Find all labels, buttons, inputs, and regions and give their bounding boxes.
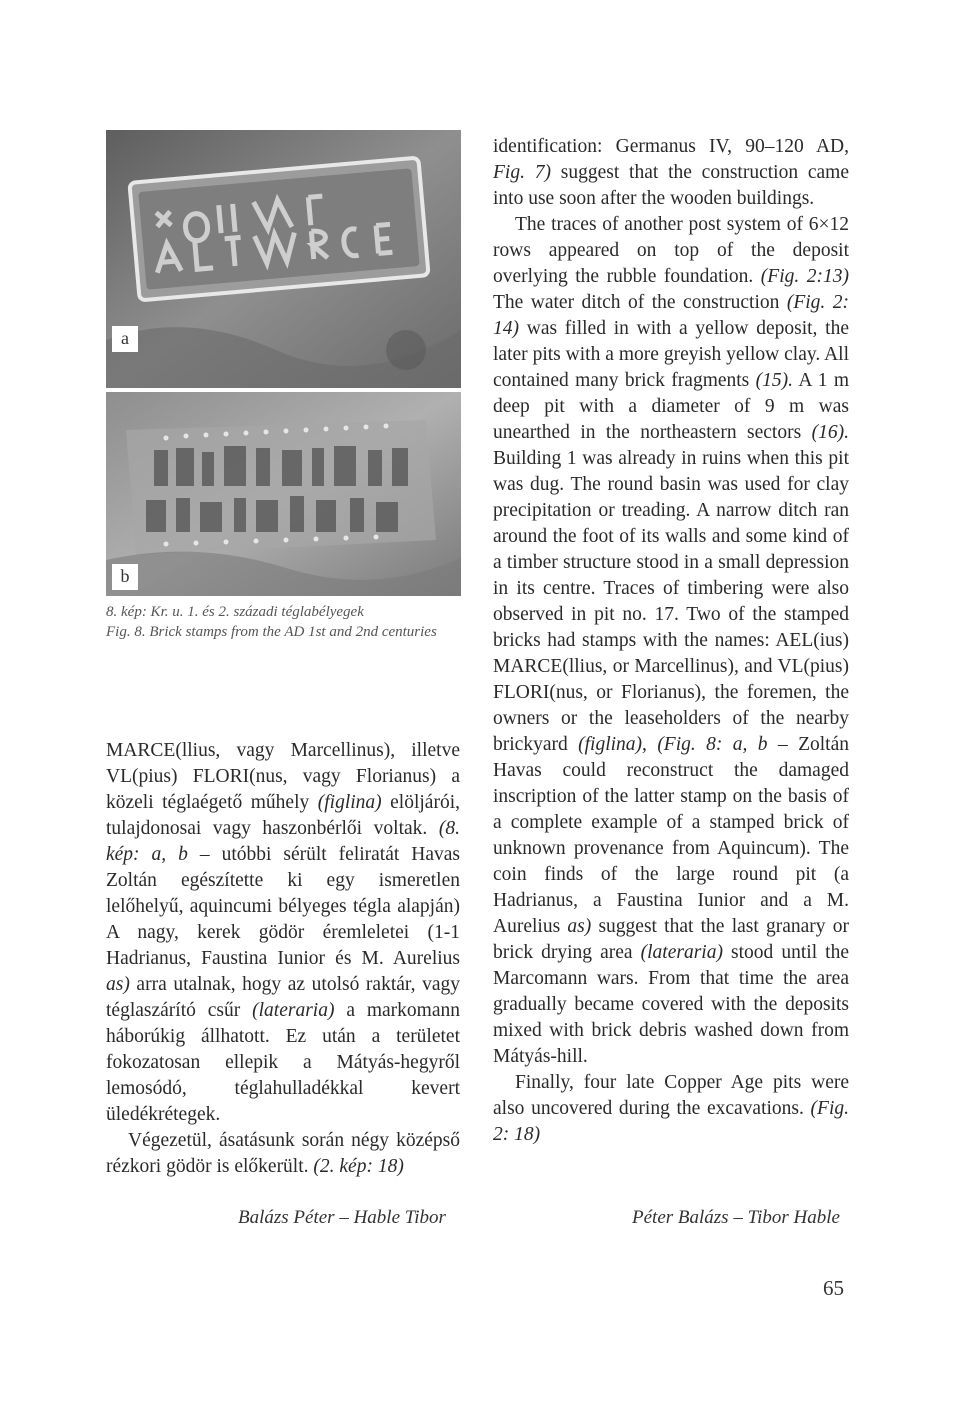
- stamp-b-image: [106, 392, 461, 596]
- figure-caption: [106, 602, 461, 642]
- stamp-a-image: [106, 130, 461, 388]
- author-hungarian: Balázs Péter – Hable Tibor: [238, 1207, 446, 1228]
- caption-hungarian: 8. kép: Kr. u. 1. és 2. századi téglabélyegek: [106, 604, 364, 620]
- page-number: 65: [823, 1276, 844, 1300]
- hu-paragraph-2: Végezetül, ásatásunk során négy középső rézkori gödör is előkerült. (2. kép: 18): [106, 1130, 460, 1177]
- en-paragraph-1: identification: Germanus IV, 90–120 AD, Fig. 7) suggest that the construction came into use soon after the wooden buildings.: [493, 136, 849, 209]
- hu-paragraph-1: MARCE(llius, vagy Marcellinus), illetve VL(pius) FLORI(nus, vagy Florianus) a közeli téglaégető műhely (figlina) elöljárói, tulajdonosai vagy haszonbérlői voltak. (8. kép: a, b – utóbbi sérült feliratát Havas Zoltán egészítette ki egy ismeretlen lelőhelyű, aquincumi bélyeges tégla alapján) A nagy, kerek gödör éremleletei (1-1 Hadrianus, Faustina Iunior és M. Aurelius as) arra utalnak, hogy az utolsó raktár, vagy téglaszárító csűr (lateraria) a markomann háborúkig állhatott. Ez után a területet fokozatosan ellepik a Mátyás-hegyről lemosódó, téglahulladékkal kevert üledékrétegek.: [106, 740, 460, 1125]
- english-text-column: [493, 134, 849, 1148]
- panel-label-a: a: [112, 326, 138, 352]
- brick-stamps-photo: [106, 130, 461, 596]
- hungarian-text-column: [106, 738, 460, 1180]
- en-paragraph-3: Finally, four late Copper Age pits were also uncovered during the excavations. (Fig. 2: 18): [493, 1072, 849, 1145]
- caption-english: Fig. 8. Brick stamps from the AD 1st and 2nd centuries: [106, 624, 437, 640]
- panel-label-b: b: [112, 564, 138, 590]
- en-paragraph-2: The traces of another post system of 6×12 rows appeared on top of the deposit overlying the rubble foundation. (Fig. 2:13) The water ditch of the construction (Fig. 2: 14) was filled in with a yellow deposit, the later pits with a more greyish yellow clay. All contained many brick fragments (15). A 1 m deep pit with a diameter of 9 m was unearthed in the northeastern sectors (16). Building 1 was already in ruins when this pit was dug. The round basin was used for clay precipitation or treading. A narrow ditch ran around the foot of its walls and some kind of a timber structure stood in a small depression in its centre. Traces of timbering were also observed in pit no. 17. Two of the stamped bricks had stamps with the names: AEL(ius) MARCE(llius, or Marcellinus), and VL(pius) FLORI(nus, or Florianus), the foremen, the owners or the leaseholders of the nearby brickyard (figlina), (Fig. 8: a, b – Zoltán Havas could reconstruct the damaged inscription of the latter stamp on the basis of a complete example of a stamped brick of unknown provenance from Aquincum). The coin finds of the large round pit (a Hadrianus, a Faustina Iunior and a M. Aurelius as) suggest that the last granary or brick drying area (lateraria) stood until the Marcomann wars. From that time the area gradually became covered with the deposits mixed with brick debris washed down from Mátyás-hill.: [493, 214, 850, 1067]
- author-english: Péter Balázs – Tibor Hable: [632, 1207, 840, 1228]
